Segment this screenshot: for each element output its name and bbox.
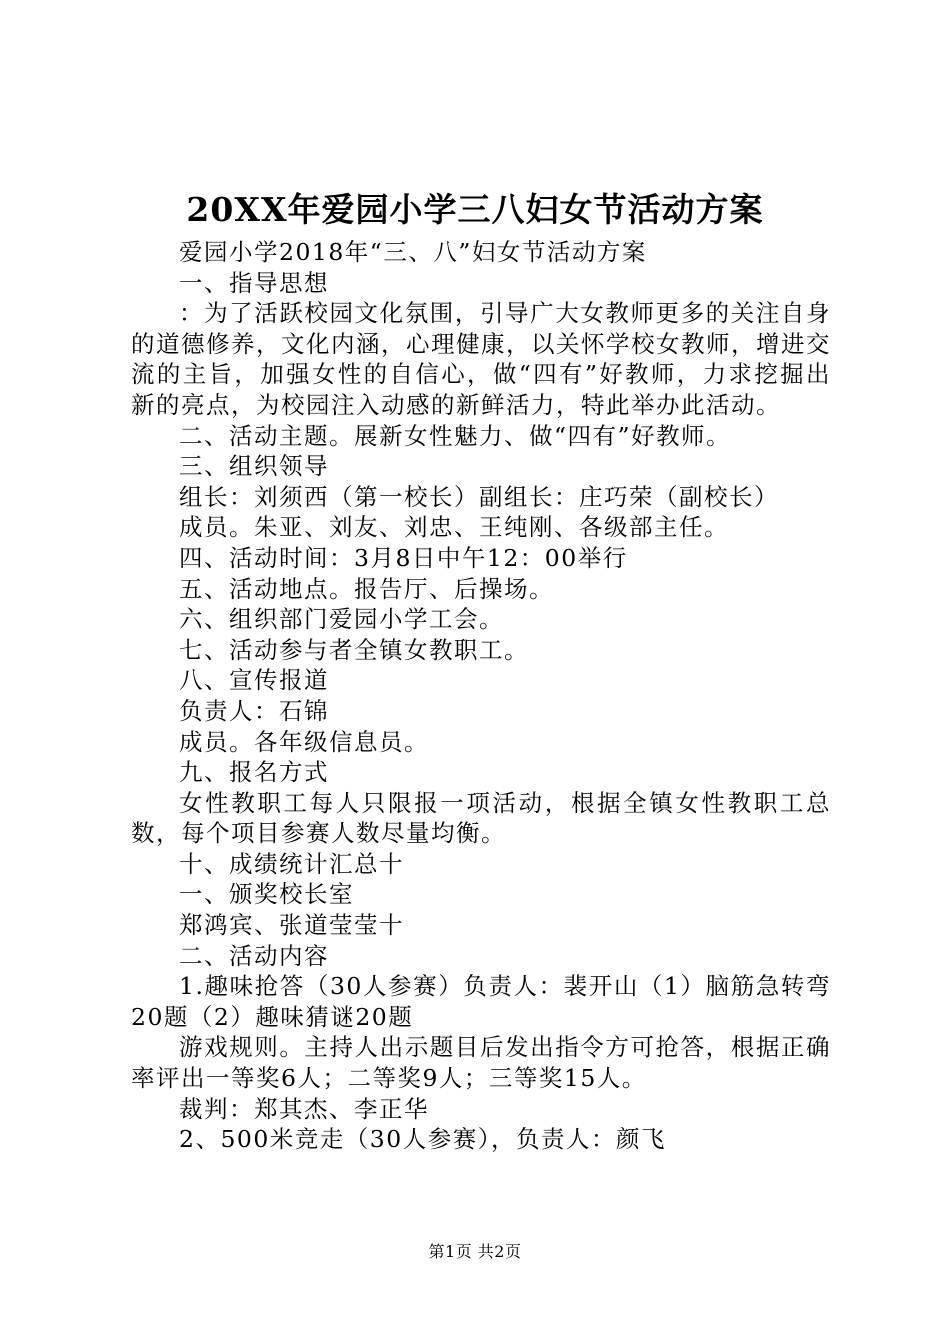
heading-organization: 三、组织领导 (179, 452, 329, 481)
paragraph-activity-time: 四、活动时间：3月8日中午12：00举行 (179, 543, 628, 572)
paragraph-participants: 七、活动参与者全镇女教职工。 (179, 635, 529, 664)
document-body (131, 237, 831, 1155)
paragraph-guiding-ideology: ：为了活跃校园文化氛围，引导广大女教师更多的关注自身的道德修养，文化内涵，心理健康，以关怀学校女教师，增进交流的主旨，加强女性的自信心，做“四有”好教师，力求挖掘出新的亮点，为校园注入动感的新鲜活力，特此举办此活动。 (131, 299, 831, 419)
paragraph-subtitle: 爱园小学2018年“三、八”妇女节活动方案 (179, 238, 647, 266)
heading-publicity: 八、宣传报道 (179, 666, 329, 695)
paragraph-registration: 女性教职工每人只限报一项活动，根据全镇女性教职工总数，每个项目参赛人数尽量均衡。 (131, 788, 831, 848)
paragraph-awards-names: 郑鸿宾、张道莹莹十 (179, 911, 404, 940)
heading-registration: 九、报名方式 (179, 758, 329, 787)
paragraph-quiz: 1.趣味抢答（30人参赛）负责人：裴开山（1）脑筋急转弯20题（2）趣味猜谜20题 (131, 972, 831, 1031)
paragraph-leaders: 组长：刘须西（第一校长）副组长：庄巧荣（副校长） (179, 482, 779, 511)
paragraph-activity-location: 五、活动地点。报告厅、后操场。 (179, 574, 554, 603)
paragraph-publicity-lead: 负责人：石锦 (179, 696, 329, 725)
paragraph-members: 成员。朱亚、刘友、刘忠、王纯刚、各级部主任。 (179, 513, 729, 542)
paragraph-organizer: 六、组织部门爱园小学工会。 (179, 605, 504, 634)
paragraph-publicity-members: 成员。各年级信息员。 (179, 727, 429, 756)
heading-guiding-ideology: 一、指导思想 (179, 268, 329, 297)
paragraph-score-summary: 十、成绩统计汇总十 (179, 849, 404, 878)
paragraph-race-walk: 2、500米竞走（30人参赛），负责人：颜飞 (179, 1125, 666, 1154)
heading-activity-content: 二、活动内容 (179, 941, 329, 970)
paragraph-awards: 一、颁奖校长室 (179, 880, 354, 909)
paragraph-activity-theme: 二、活动主题。展新女性魅力、做“四有”好教师。 (179, 421, 732, 450)
page-footer: 第1页 共2页 (428, 1242, 522, 1261)
paragraph-referees: 裁判：郑其杰、李正华 (179, 1094, 429, 1123)
document-title: 20XX年爱园小学三八妇女节活动方案 (186, 190, 764, 229)
paragraph-game-rules: 游戏规则。主持人出示题目后发出指令方可抢答，根据正确率评出一等奖6人；二等奖9人；三等奖15人。 (131, 1033, 831, 1093)
